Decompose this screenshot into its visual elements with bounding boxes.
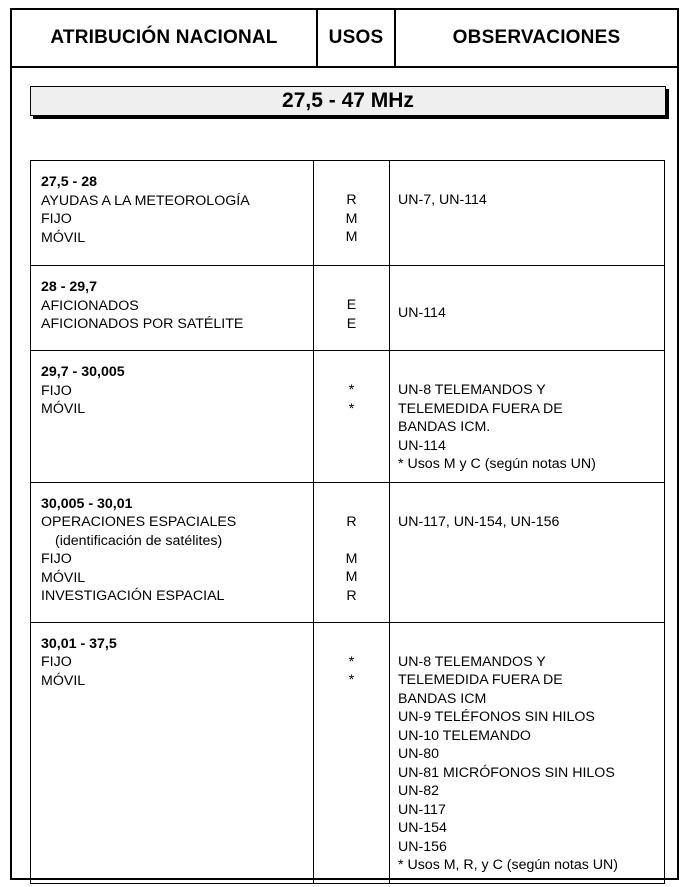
uso-code: M — [345, 229, 358, 245]
usos-cell — [314, 161, 390, 266]
service-item: MÓVIL — [41, 401, 86, 417]
service-item: FIJO — [41, 211, 72, 227]
allocation-cell — [31, 161, 314, 266]
observaciones-cell — [390, 482, 665, 622]
observation-line: UN-7, UN-114 — [398, 192, 487, 208]
table-header — [10, 8, 679, 68]
service-item: FIJO — [41, 654, 72, 670]
allocation-table — [30, 160, 665, 884]
uso-code: * — [348, 400, 355, 417]
uso-code: M — [345, 569, 358, 585]
uso-code: M — [345, 550, 358, 567]
header-atribucion: ATRIBUCIÓN NACIONAL — [12, 10, 318, 66]
observation-line: UN-80 — [398, 746, 439, 762]
uso-code: R — [346, 587, 357, 604]
service-item: INVESTIGACIÓN ESPACIAL — [41, 588, 225, 604]
uso-code: E — [346, 297, 357, 313]
band-title: 27,5 - 47 MHz — [30, 86, 666, 116]
observaciones-cell — [390, 622, 665, 883]
observation-line: UN-10 TELEMANDO — [398, 727, 531, 744]
service-item: AFICIONADOS — [41, 297, 139, 314]
observation-line: UN-154 — [398, 820, 447, 836]
usos-cell — [314, 482, 390, 622]
observation-line: BANDAS ICM — [398, 690, 487, 707]
header-observaciones: OBSERVACIONES — [452, 27, 621, 48]
usos-cell — [314, 622, 390, 883]
uso-code: * — [348, 672, 355, 688]
observation-line: UN-117, UN-154, UN-156 — [398, 513, 560, 530]
uso-code: E — [346, 315, 357, 332]
table-row — [31, 266, 665, 351]
service-item: OPERACIONES ESPACIALES — [41, 514, 237, 530]
observation-line: UN-114 — [398, 305, 446, 321]
allocation-cell — [31, 622, 314, 883]
observation-line: * Usos M y C (según notas UN) — [398, 456, 596, 472]
service-item: FIJO — [41, 382, 72, 399]
observation-line: TELEMEDIDA FUERA DE — [398, 400, 563, 417]
frequency-range: 30,01 - 37,5 — [41, 635, 117, 652]
frequency-range: 27,5 - 28 — [41, 174, 98, 190]
allocation-cell — [31, 266, 314, 351]
frequency-range: 29,7 - 30,005 — [41, 364, 125, 380]
service-item: AFICIONADOS POR SATÉLITE — [41, 316, 244, 332]
service-item: MÓVIL — [41, 229, 86, 246]
observation-line: * Usos M, R, y C (según notas UN) — [398, 857, 618, 873]
observaciones-cell — [390, 351, 665, 483]
observation-line: UN-117 — [398, 801, 446, 818]
table-row — [31, 351, 665, 483]
usos-cell — [314, 266, 390, 351]
allocation-cell — [31, 482, 314, 622]
observation-line: UN-82 — [398, 783, 439, 799]
service-item: AYUDAS A LA METEOROLOGÍA — [41, 192, 250, 209]
observation-line: UN-156 — [398, 838, 447, 855]
observation-line: UN-81 MICRÓFONOS SIN HILOS — [398, 764, 615, 781]
frequency-range: 28 - 29,7 — [41, 279, 98, 295]
allocation-cell — [31, 351, 314, 483]
frequency-range: 30,005 - 30,01 — [41, 495, 133, 512]
uso-code: R — [346, 513, 357, 530]
usos-cell — [314, 351, 390, 483]
uso-code: M — [345, 210, 358, 227]
observation-line: UN-114 — [398, 437, 446, 454]
service-item: FIJO — [41, 551, 72, 567]
observation-line: UN-9 TELÉFONOS SIN HILOS — [398, 709, 595, 725]
table-row — [31, 482, 665, 622]
service-item: MÓVIL — [41, 569, 86, 586]
uso-code: R — [346, 192, 357, 208]
service-item: MÓVIL — [41, 672, 86, 689]
table-row — [31, 622, 665, 883]
uso-code: * — [348, 382, 355, 398]
uso-code — [314, 531, 389, 550]
observation-line: TELEMEDIDA FUERA DE — [398, 672, 563, 688]
header-usos: USOS — [318, 10, 396, 66]
observation-line: UN-8 TELEMANDOS Y — [398, 653, 546, 670]
service-note: (identificación de satélites) — [55, 532, 223, 549]
observation-line: UN-8 TELEMANDOS Y — [398, 382, 546, 398]
uso-code: * — [348, 653, 355, 670]
observation-line: BANDAS ICM. — [398, 419, 491, 435]
observaciones-cell — [390, 161, 665, 266]
table-row — [31, 161, 665, 266]
observaciones-cell — [390, 266, 665, 351]
